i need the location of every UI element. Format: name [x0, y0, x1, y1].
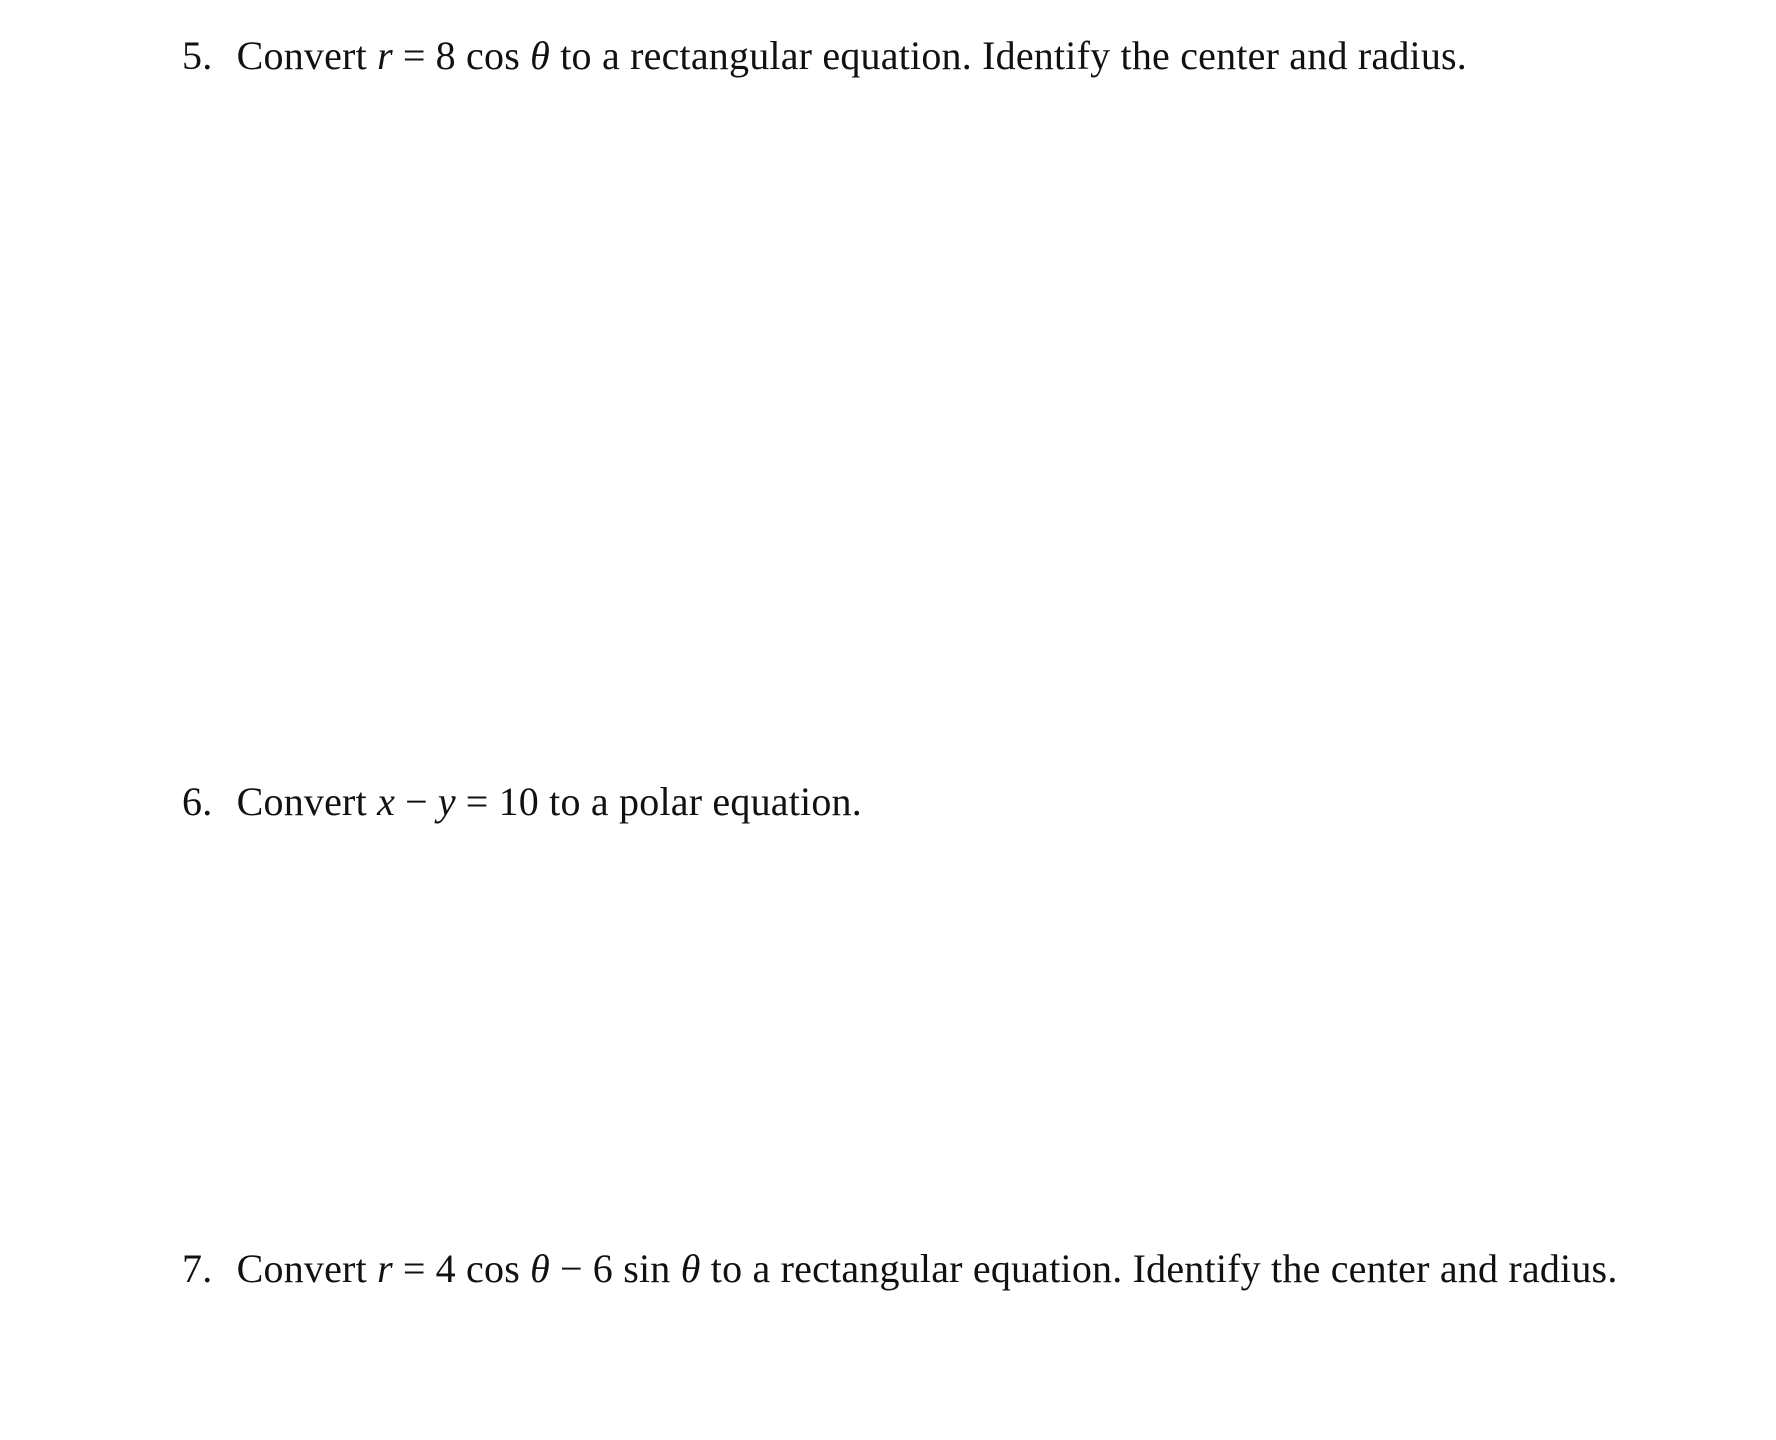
problem-number: 7.	[182, 1246, 213, 1291]
math-variable-r: r	[377, 33, 393, 78]
math-variable-theta: θ	[530, 1246, 551, 1291]
math-coefficient: 8	[435, 33, 456, 78]
math-minus: −	[405, 779, 428, 824]
math-equals: =	[465, 779, 489, 824]
math-variable-theta: θ	[530, 33, 551, 78]
problem-number: 6.	[182, 779, 213, 824]
problem-5	[182, 32, 1467, 80]
problem-verb: Convert	[236, 779, 367, 824]
math-variable-r: r	[377, 1246, 393, 1291]
problem-instruction: to a rectangular equation. Identify the center and radius.	[560, 33, 1468, 78]
math-variable-y: y	[437, 779, 456, 824]
problem-6	[182, 778, 862, 826]
problem-7	[182, 1245, 1618, 1293]
math-minus: −	[560, 1246, 583, 1291]
math-function-cos: cos	[466, 33, 520, 78]
problem-verb: Convert	[236, 1246, 367, 1291]
math-coefficient: 6	[592, 1246, 613, 1291]
math-equals: =	[402, 33, 426, 78]
math-variable-x: x	[377, 779, 396, 824]
problem-number: 5.	[182, 33, 213, 78]
math-equals: =	[402, 1246, 426, 1291]
math-function-cos: cos	[466, 1246, 520, 1291]
math-variable-theta: θ	[680, 1246, 701, 1291]
math-function-sin: sin	[623, 1246, 671, 1291]
problem-verb: Convert	[236, 33, 367, 78]
problem-instruction: to a polar equation.	[549, 779, 862, 824]
problem-instruction: to a rectangular equation. Identify the center and radius.	[710, 1246, 1618, 1291]
math-constant: 10	[498, 779, 539, 824]
math-coefficient: 4	[435, 1246, 456, 1291]
